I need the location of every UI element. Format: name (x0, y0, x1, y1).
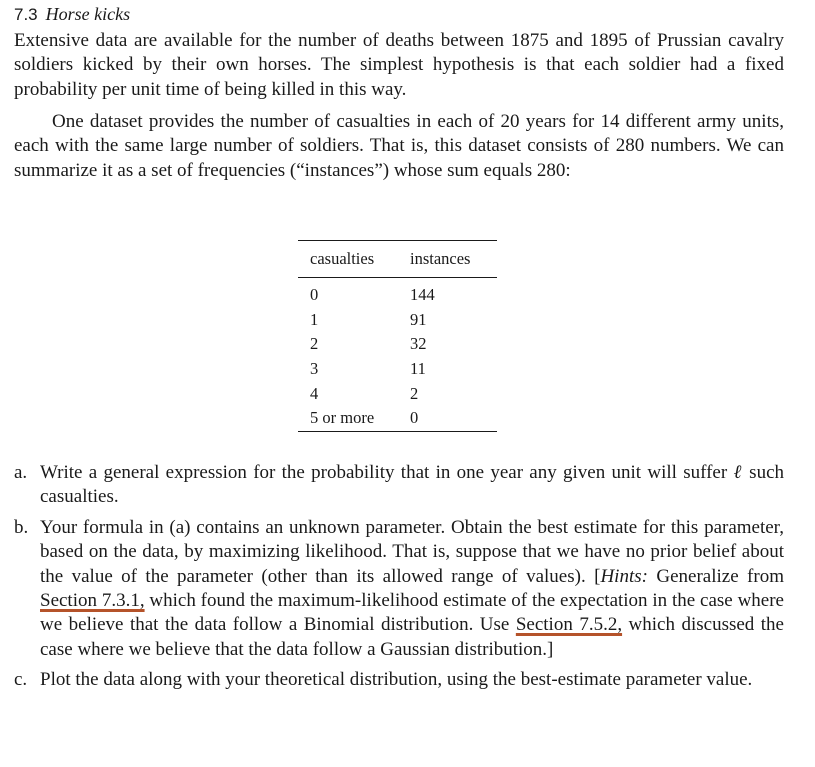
section-link-7-3-1[interactable]: Section 7.3.1, (40, 590, 145, 612)
item-text: such casualties. (40, 462, 785, 508)
item-text: which discussed the case where we believe that the data follow a Gaussian distribution.] (40, 614, 784, 660)
exercise-item-b (14, 516, 784, 662)
table-cell: 91 (410, 309, 427, 329)
exercise-items (14, 461, 784, 699)
table-cell: 1 (310, 309, 319, 329)
column-header-instances: instances (410, 249, 471, 268)
item-label: a. (14, 462, 28, 483)
section-title: Horse kicks (45, 4, 131, 24)
item-text: Plot the data along with your theoretical distribution, using the best-estimate parameter value. (40, 669, 753, 691)
section-link-7-5-2[interactable]: Section 7.5.2, (515, 614, 623, 636)
table-cell: 32 (410, 334, 427, 354)
table-row (298, 332, 497, 357)
item-text: Your formula in (a) contains an unknown parameter. Obtain the best estimate for this parameter, based on the data, by maximizing likelihood. That is, suppose that we have no prior belief about the value of the parameter (other than its allowed range of values). [ (40, 516, 784, 587)
table-cell: 3 (310, 359, 319, 379)
hints-label: Hints: (600, 565, 648, 587)
table-row (298, 357, 497, 382)
table-row (298, 406, 497, 431)
exercise-item-a (14, 461, 784, 510)
table-cell: 2 (410, 383, 419, 403)
paragraph-dataset: One dataset provides the number of casualties in each of 20 years for 14 different army units, each with the same large number of soldiers. That is, this dataset consists of 280 numbers. We can summarize it as a set of frequencies (“instances”) whose sum equals 280: (14, 111, 784, 181)
table-bottom-rule (298, 431, 497, 432)
item-label: c. (14, 669, 28, 691)
paragraph-intro: Extensive data are available for the number of deaths between 1875 and 1895 of Prussian cavalry soldiers kicked by their own horses. The simplest hypothesis is that each soldier had a fixed probability per unit time of being killed in this way. (14, 30, 784, 100)
table-cell: 0 (410, 408, 419, 428)
exercise-item-c (14, 668, 784, 692)
table-cell: 144 (410, 285, 435, 305)
section-heading (14, 3, 130, 25)
table-cell: 0 (310, 285, 319, 305)
table-cell: 5 or more (310, 408, 375, 428)
ell-variable: ℓ (733, 462, 743, 483)
table-row (298, 381, 497, 406)
table-row (298, 283, 497, 308)
column-header-casualties: casualties (310, 249, 375, 268)
frequency-table (298, 240, 497, 432)
table-cell: 11 (410, 359, 426, 379)
table-header-row (298, 241, 497, 277)
item-text: Write a general expression for the probability that in one year any given unit will suffer (40, 462, 734, 483)
table-cell: 4 (310, 383, 319, 403)
table-row (298, 308, 497, 333)
table-cell: 2 (310, 334, 319, 354)
item-text: which found the maximum-likelihood estimate of the expectation in the case where we believe that the data follow a Binomial distribution. Use (40, 590, 784, 636)
item-label: b. (14, 516, 29, 538)
item-text: Generalize from (647, 565, 784, 587)
section-number: 7.3 (14, 5, 38, 24)
